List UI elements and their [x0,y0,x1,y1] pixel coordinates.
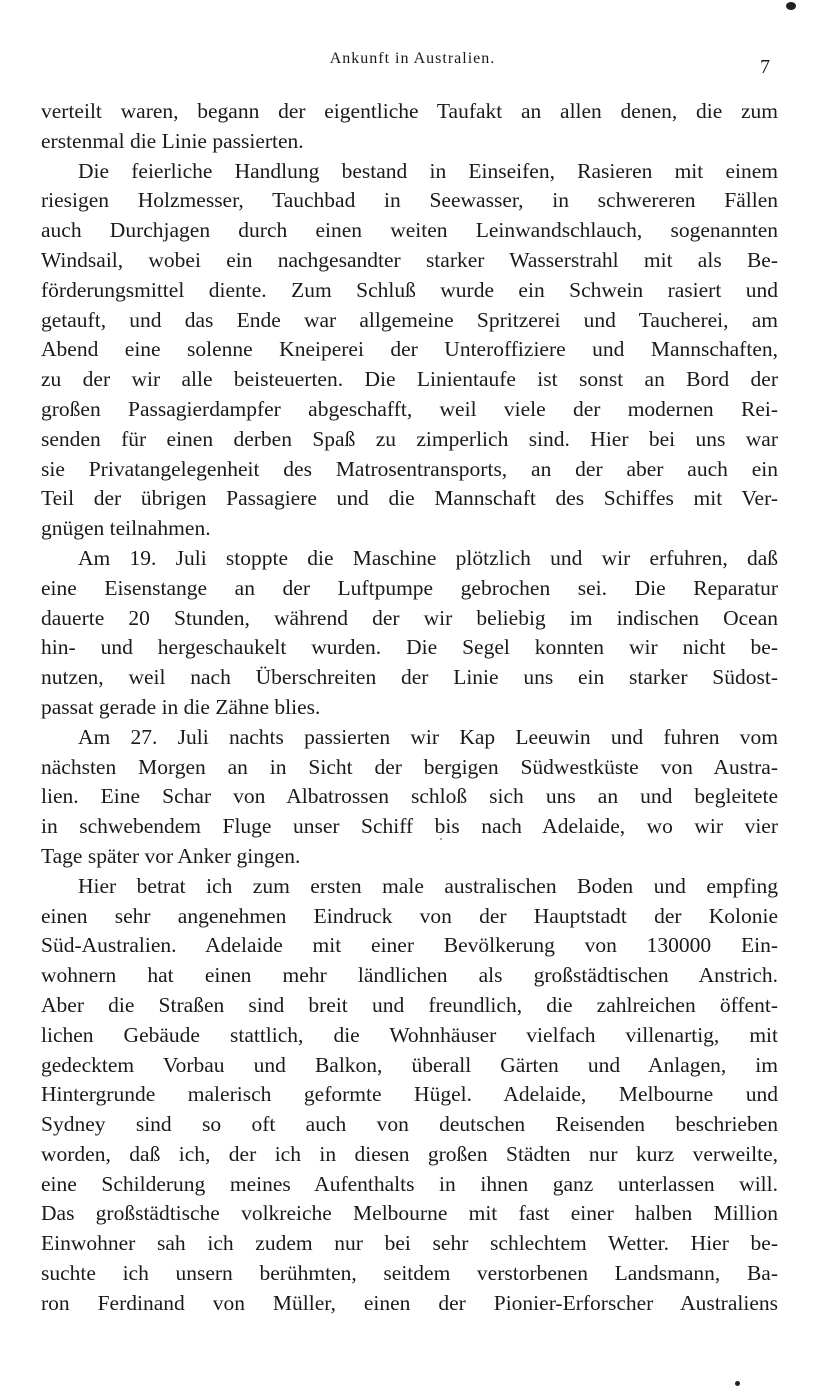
text-line: riesigen Holzmesser, Tauchbad in Seewasser, in schwereren Fällen [41,188,778,213]
text-line: Sydney sind so oft auch von deutschen Reisenden beschrieben [41,1112,778,1137]
text-line: Aber die Straßen sind breit und freundlich, die zahlreichen öffent- [41,992,778,1017]
text-line: eine Eisenstange an der Luftpumpe gebrochen sei. Die Reparatur [41,575,778,600]
text-line: sie Privatangelegenheit des Matrosentransports, an der aber auch ein [41,456,778,481]
text-line: wohnern hat einen mehr ländlichen als großstädtischen Anstrich. [41,963,778,988]
text-line: nutzen, weil nach Überschreiten der Linie uns ein starker Südost- [41,665,778,690]
text-line: Tage später vor Anker gingen. [41,843,301,868]
ink-speck [786,2,796,10]
text-line: ron Ferdinand von Müller, einen der Pionier-Erforscher Australiens [41,1290,778,1315]
text-line: dauerte 20 Stunden, während der wir beliebig im indischen Ocean [41,605,778,630]
text-line: einen sehr angenehmen Eindruck von der Hauptstadt der Kolonie [41,903,778,928]
text-line: senden für einen derben Spaß zu zimperlich sind. Hier bei uns war [41,426,778,451]
text-line: Am 19. Juli stoppte die Maschine plötzlich und wir erfuhren, daß [78,545,778,570]
text-line: auch Durchjagen durch einen weiten Leinwandschlauch, sogenannten [41,218,778,243]
text-line: Einwohner sah ich zudem nur bei sehr schlechtem Wetter. Hier be- [41,1231,778,1256]
text-line: hin- und hergeschaukelt wurden. Die Segel konnten wir nicht be- [41,635,778,660]
text-line: Das großstädtische volkreiche Melbourne mit fast einer halben Million [41,1201,778,1226]
body-text [41,97,778,1319]
page-number: 7 [760,56,770,78]
text-line: passat gerade in die Zähne blies. [41,694,321,719]
text-line: Am 27. Juli nachts passierten wir Kap Leeuwin und fuhren vom [78,724,778,749]
text-line: in schwebendem Fluge unser Schiff bis nach Adelaide, wo wir vier [41,814,778,839]
text-line: Süd-Australien. Adelaide mit einer Bevölkerung von 130000 Ein- [41,933,778,958]
text-line: Die feierliche Handlung bestand in Einseifen, Rasieren mit einem [78,158,778,183]
text-line: Abend eine solenne Kneiperei der Unteroffiziere und Mannschaften, [41,337,778,362]
text-line: zu der wir alle beisteuerten. Die Linientaufe ist sonst an Bord der [41,367,778,392]
text-line: förderungsmittel diente. Zum Schluß wurde ein Schwein rasiert und [41,277,778,302]
text-line: verteilt waren, begann der eigentliche Taufakt an allen denen, die zum [41,99,778,123]
text-line: worden, daß ich, der ich in diesen großen Städten nur kurz verweilte, [41,1141,778,1166]
text-line: eine Schilderung meines Aufenthalts in ihnen ganz unterlassen will. [41,1171,778,1196]
text-line: getauft, und das Ende war allgemeine Spritzerei und Taucherei, am [41,307,778,332]
text-line: Hier betrat ich zum ersten male australischen Boden und empfing [78,873,778,898]
text-line: großen Passagierdampfer abgeschafft, weil viele der modernen Rei- [41,396,778,421]
ink-speck [440,838,442,840]
text-line: lichen Gebäude stattlich, die Wohnhäuser vielfach villenartig, mit [41,1022,778,1047]
running-title: Ankunft in Australien. [329,50,496,67]
text-line: lien. Eine Schar von Albatrossen schloß sich uns an und begleitete [41,784,778,809]
text-line: gedecktem Vorbau und Balkon, überall Gärten und Anlagen, im [41,1052,778,1077]
text-line: Teil der übrigen Passagiere und die Mannschaft des Schiffes mit Ver- [41,486,778,511]
text-line: nächsten Morgen an in Sicht der bergigen Südwestküste von Austra- [41,754,778,779]
text-line: Windsail, wobei ein nachgesandter starker Wasserstrahl mit als Be- [41,247,778,272]
text-line: erstenmal die Linie passierten. [41,128,304,153]
ink-speck [735,1381,740,1386]
text-line: gnügen teilnahmen. [41,516,211,541]
text-line: Hintergrunde malerisch geformte Hügel. Adelaide, Melbourne und [41,1082,778,1107]
text-line: suchte ich unsern berühmten, seitdem verstorbenen Landsmann, Ba- [41,1261,778,1286]
